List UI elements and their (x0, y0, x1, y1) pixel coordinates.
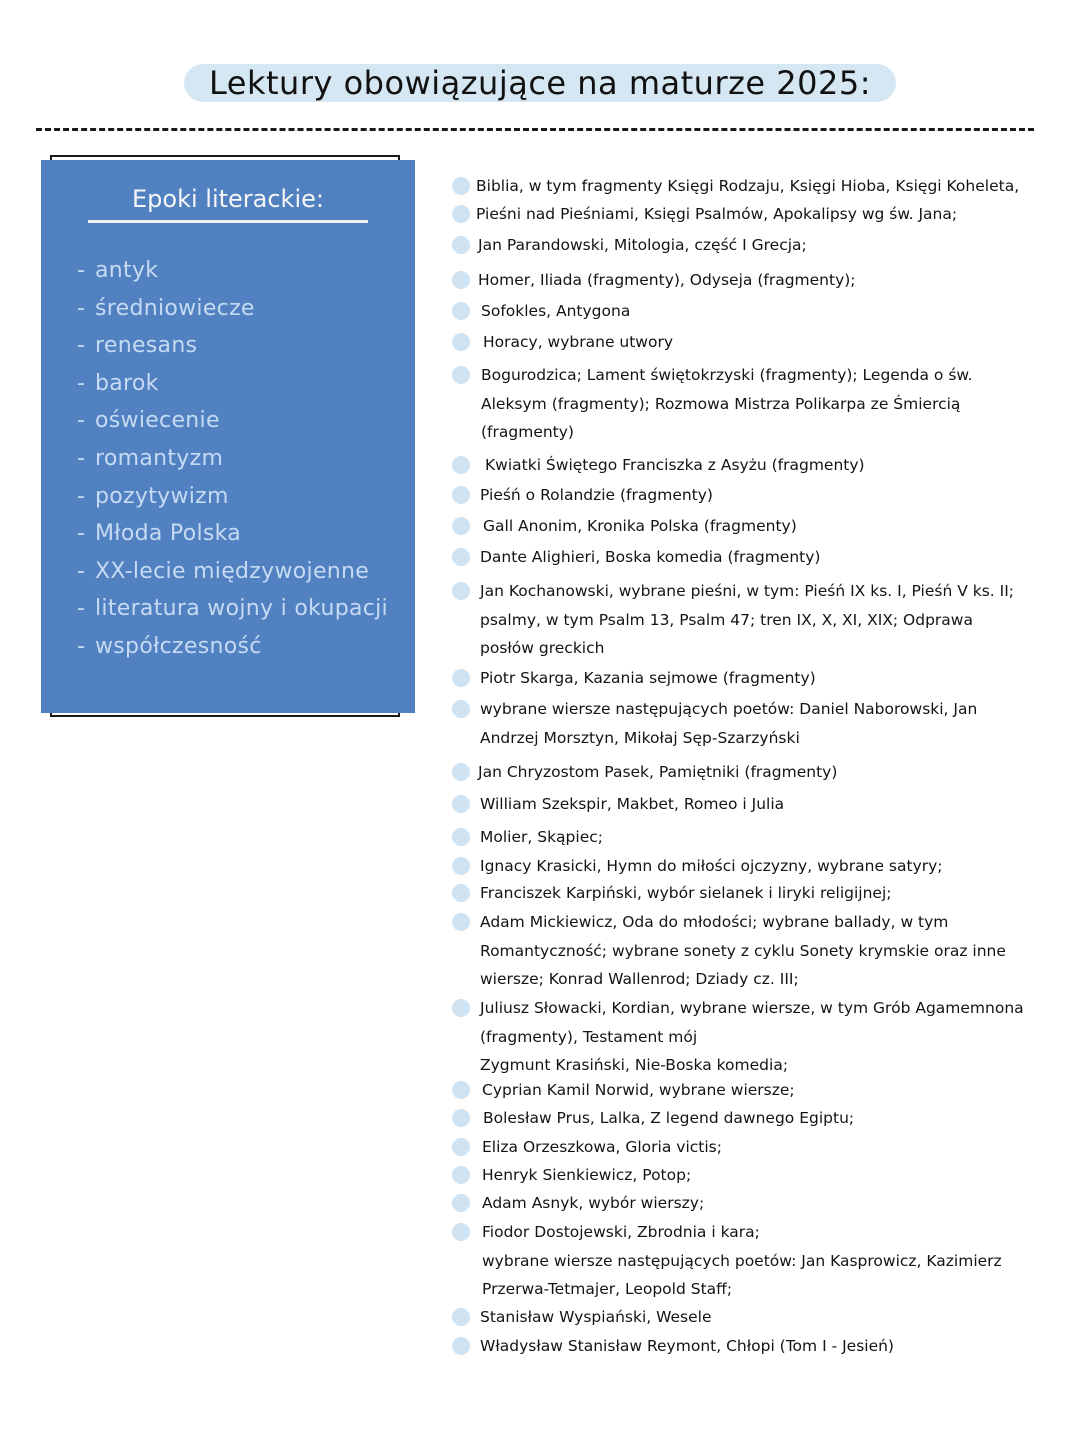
dash-marker: - (77, 558, 86, 584)
epoch-item (77, 440, 388, 478)
dash-marker: - (77, 445, 86, 471)
circle-bullet-icon (452, 828, 470, 846)
circle-bullet-icon (452, 795, 470, 813)
dash-marker: - (77, 596, 86, 622)
circle-bullet-icon (452, 1337, 470, 1355)
reading-text: Ignacy Krasicki, Hymn do miłości ojczyzny, wybrane satyry; (480, 857, 943, 875)
reading-text: Homer, Iliada (fragmenty), Odyseja (fragmenty); (478, 271, 856, 289)
epoch-label: antyk (95, 258, 159, 283)
circle-bullet-icon (452, 1138, 470, 1156)
epoch-label: romantyzm (95, 445, 224, 471)
epoch-label: pozytywizm (95, 483, 229, 509)
circle-bullet-icon (452, 486, 470, 504)
reading-text: Biblia, w tym fragmenty Księgi Rodzaju, Księgi Hioba, Księgi Koheleta, (476, 177, 1020, 195)
reading-text: Przerwa-Tetmajer, Leopold Staff; (482, 1280, 733, 1298)
reading-text: Gall Anonim, Kronika Polska (fragmenty) (483, 517, 797, 535)
reading-text: Eliza Orzeszkowa, Gloria victis; (482, 1138, 722, 1156)
circle-bullet-icon (452, 884, 470, 902)
circle-bullet-icon (452, 1081, 470, 1099)
circle-bullet-icon (452, 913, 470, 931)
epoch-label: barok (95, 370, 159, 396)
epoch-item (77, 515, 388, 553)
heading-underline (88, 220, 368, 223)
dash-marker: - (77, 408, 86, 434)
dash-marker: - (77, 483, 86, 509)
epoch-item (77, 252, 388, 290)
reading-text: Bolesław Prus, Lalka, Z legend dawnego Egiptu; (483, 1109, 855, 1127)
epoch-label: literatura wojny i okupacji (95, 596, 388, 622)
reading-text: Adam Mickiewicz, Oda do młodości; wybrane ballady, w tym (480, 913, 949, 931)
circle-bullet-icon (452, 857, 470, 875)
reading-text: Andrzej Morsztyn, Mikołaj Sęp-Szarzyński (480, 728, 800, 747)
reading-text: posłów greckich (480, 639, 605, 657)
circle-bullet-icon (452, 1109, 470, 1127)
circle-bullet-icon (452, 236, 470, 254)
circle-bullet-icon (452, 517, 470, 535)
reading-text: Cyprian Kamil Norwid, wybrane wiersze; (482, 1081, 795, 1099)
dashed-divider (36, 128, 1034, 131)
circle-bullet-icon (452, 548, 470, 566)
reading-text: wiersze; Konrad Wallenrod; Dziady cz. III; (480, 970, 799, 988)
reading-text: Henryk Sienkiewicz, Potop; (482, 1166, 692, 1184)
epoch-item (77, 365, 388, 403)
reading-text: Bogurodzica; Lament świętokrzyski (fragmenty); Legenda o św. (481, 366, 973, 384)
circle-bullet-icon (452, 302, 470, 320)
circle-bullet-icon (452, 177, 470, 195)
epoch-label: współczesność (95, 633, 262, 659)
reading-text: Sofokles, Antygona (481, 302, 631, 320)
circle-bullet-icon (452, 1223, 470, 1241)
reading-text: William Szekspir, Makbet, Romeo i Julia (480, 795, 785, 813)
reading-text: Pieśń o Rolandzie (fragmenty) (480, 486, 713, 504)
reading-text: Dante Alighieri, Boska komedia (fragmenty) (480, 548, 821, 566)
reading-text: Jan Kochanowski, wybrane pieśni, w tym: Pieśń IX ks. I, Pieśń V ks. II; (480, 582, 1015, 600)
circle-bullet-icon (452, 582, 470, 600)
circle-bullet-icon (452, 700, 470, 718)
reading-text: Aleksym (fragmenty); Rozmowa Mistrza Polikarpa ze Śmiercią (481, 394, 961, 413)
epoch-label: Młoda Polska (95, 521, 242, 547)
circle-bullet-icon (452, 999, 470, 1017)
circle-bullet-icon (452, 456, 470, 474)
epoch-item (77, 402, 388, 440)
circle-bullet-icon (452, 333, 470, 351)
dash-marker: - (77, 295, 86, 321)
reading-text: Jan Chryzostom Pasek, Pamiętniki (fragmenty) (478, 763, 838, 781)
epochs-panel (41, 160, 415, 713)
reading-text: (fragmenty) (481, 423, 574, 441)
reading-text: wybrane wiersze następujących poetów: Daniel Naborowski, Jan (480, 700, 978, 718)
reading-text: Władysław Stanisław Reymont, Chłopi (Tom I - Jesień) (480, 1337, 894, 1355)
reading-text: Kwiatki Świętego Franciszka z Asyżu (fragmenty) (485, 456, 865, 474)
epoch-label: renesans (95, 333, 198, 359)
dash-marker: - (77, 633, 86, 659)
circle-bullet-icon (452, 271, 470, 289)
dash-marker: - (77, 370, 86, 396)
circle-bullet-icon (452, 1194, 470, 1212)
epoch-item (77, 590, 388, 628)
circle-bullet-icon (452, 669, 470, 687)
epochs-heading: Epoki literackie: (132, 185, 324, 213)
reading-text: Horacy, wybrane utwory (483, 333, 674, 351)
reading-text: psalmy, w tym Psalm 13, Psalm 47; tren IX, X, XI, XIX; Odprawa (480, 610, 973, 629)
epoch-item (77, 553, 388, 591)
reading-text: (fragmenty), Testament mój (480, 1027, 698, 1046)
dash-marker: - (77, 521, 86, 547)
reading-text: wybrane wiersze następujących poetów: Jan Kasprowicz, Kazimierz (482, 1251, 1002, 1270)
epoch-label: średniowiecze (95, 295, 255, 321)
epoch-item (77, 327, 388, 365)
reading-text: Jan Parandowski, Mitologia, część I Grecja; (478, 236, 807, 254)
reading-text: Adam Asnyk, wybór wierszy; (482, 1194, 705, 1212)
reading-text: Piotr Skarga, Kazania sejmowe (fragmenty) (480, 669, 816, 687)
circle-bullet-icon (452, 763, 470, 781)
reading-text: Stanisław Wyspiański, Wesele (480, 1308, 712, 1326)
dash-marker: - (77, 258, 86, 283)
epochs-list (77, 252, 388, 666)
epoch-label: XX-lecie międzywojenne (95, 558, 370, 584)
reading-text: Franciszek Karpiński, wybór sielanek i liryki religijnej; (480, 884, 892, 902)
reading-text: Fiodor Dostojewski, Zbrodnia i kara; (482, 1223, 760, 1241)
reading-text: Zygmunt Krasiński, Nie-Boska komedia; (480, 1056, 789, 1074)
circle-bullet-icon (452, 1308, 470, 1326)
reading-text: Pieśni nad Pieśniami, Księgi Psalmów, Apokalipsy wg św. Jana; (476, 205, 958, 223)
epoch-item (77, 628, 388, 666)
page-title: Lektury obowiązujące na maturze 2025: (209, 64, 871, 102)
epoch-item (77, 478, 388, 516)
dash-marker: - (77, 333, 86, 359)
circle-bullet-icon (452, 1166, 470, 1184)
reading-text: Romantyczność; wybrane sonety z cyklu Sonety krymskie oraz inne (480, 941, 1006, 960)
circle-bullet-icon (452, 366, 470, 384)
reading-text: Juliusz Słowacki, Kordian, wybrane wiersze, w tym Grób Agamemnona (480, 999, 1024, 1017)
reading-text: Molier, Skąpiec; (480, 828, 603, 846)
epoch-label: oświecenie (95, 408, 220, 434)
epoch-item (77, 290, 388, 328)
circle-bullet-icon (452, 205, 470, 223)
